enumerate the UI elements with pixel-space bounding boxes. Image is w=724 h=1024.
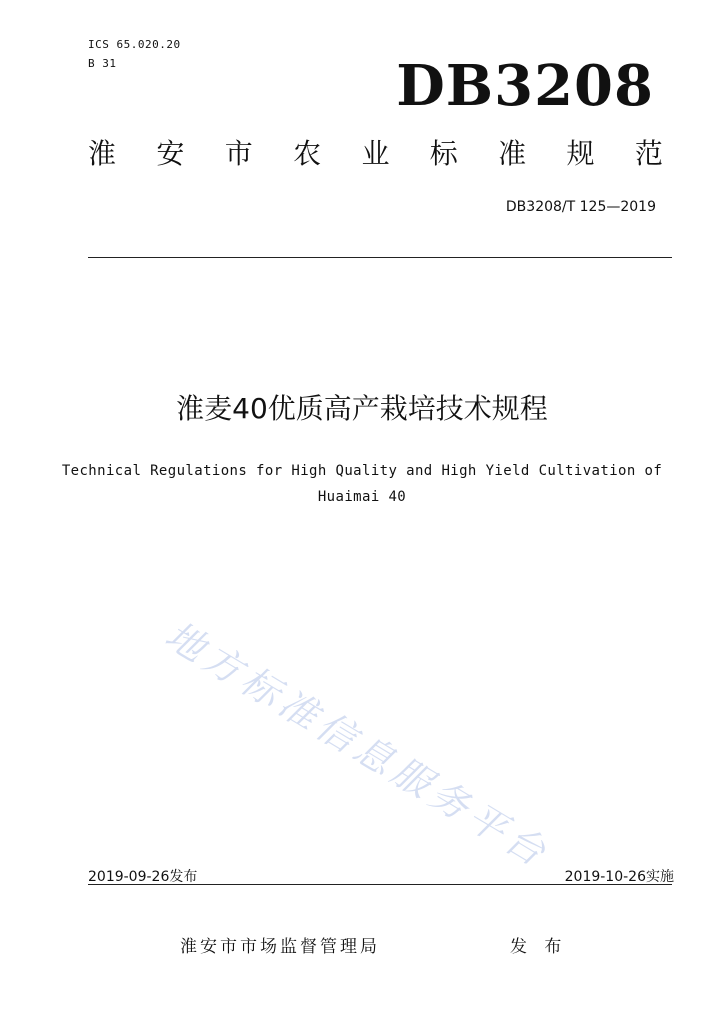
standard-kind-char: 安 bbox=[156, 137, 185, 170]
standard-kind-char: 业 bbox=[361, 137, 390, 170]
publish-label: 发 布 bbox=[510, 937, 568, 957]
standard-kind-char: 规 bbox=[566, 137, 595, 170]
standard-number: DB3208/T 125—2019 bbox=[505, 199, 656, 215]
standard-kind bbox=[88, 137, 663, 170]
title-english-line: Technical Regulations for High Quality and High Yield Cultivation of bbox=[61, 463, 663, 479]
standard-kind-char: 范 bbox=[634, 137, 663, 170]
standard-kind-char: 市 bbox=[224, 137, 253, 170]
footer-divider bbox=[88, 884, 672, 885]
standard-kind-char: 农 bbox=[293, 137, 322, 170]
implementation-date: 2019-10-26实施 bbox=[564, 869, 674, 885]
standard-kind-char: 准 bbox=[498, 137, 527, 170]
issue-date: 2019-09-26发布 bbox=[88, 869, 198, 885]
standard-kind-char: 标 bbox=[429, 137, 458, 170]
document-title-chinese: 淮麦40优质高产栽培技术规程 bbox=[176, 392, 548, 425]
standard-kind-char: 淮 bbox=[88, 137, 117, 170]
ccs-code: B 31 bbox=[88, 57, 117, 70]
watermark: 地方标准信息服务平台 bbox=[157, 612, 558, 878]
document-title-english bbox=[0, 458, 724, 510]
header-divider bbox=[88, 257, 672, 258]
publisher: 淮安市市场监督管理局 bbox=[180, 937, 380, 957]
title-english-line: Huaimai 40 bbox=[317, 489, 407, 505]
ics-code: ICS 65.020.20 bbox=[88, 38, 181, 51]
standard-code: DB3208 bbox=[396, 53, 654, 119]
